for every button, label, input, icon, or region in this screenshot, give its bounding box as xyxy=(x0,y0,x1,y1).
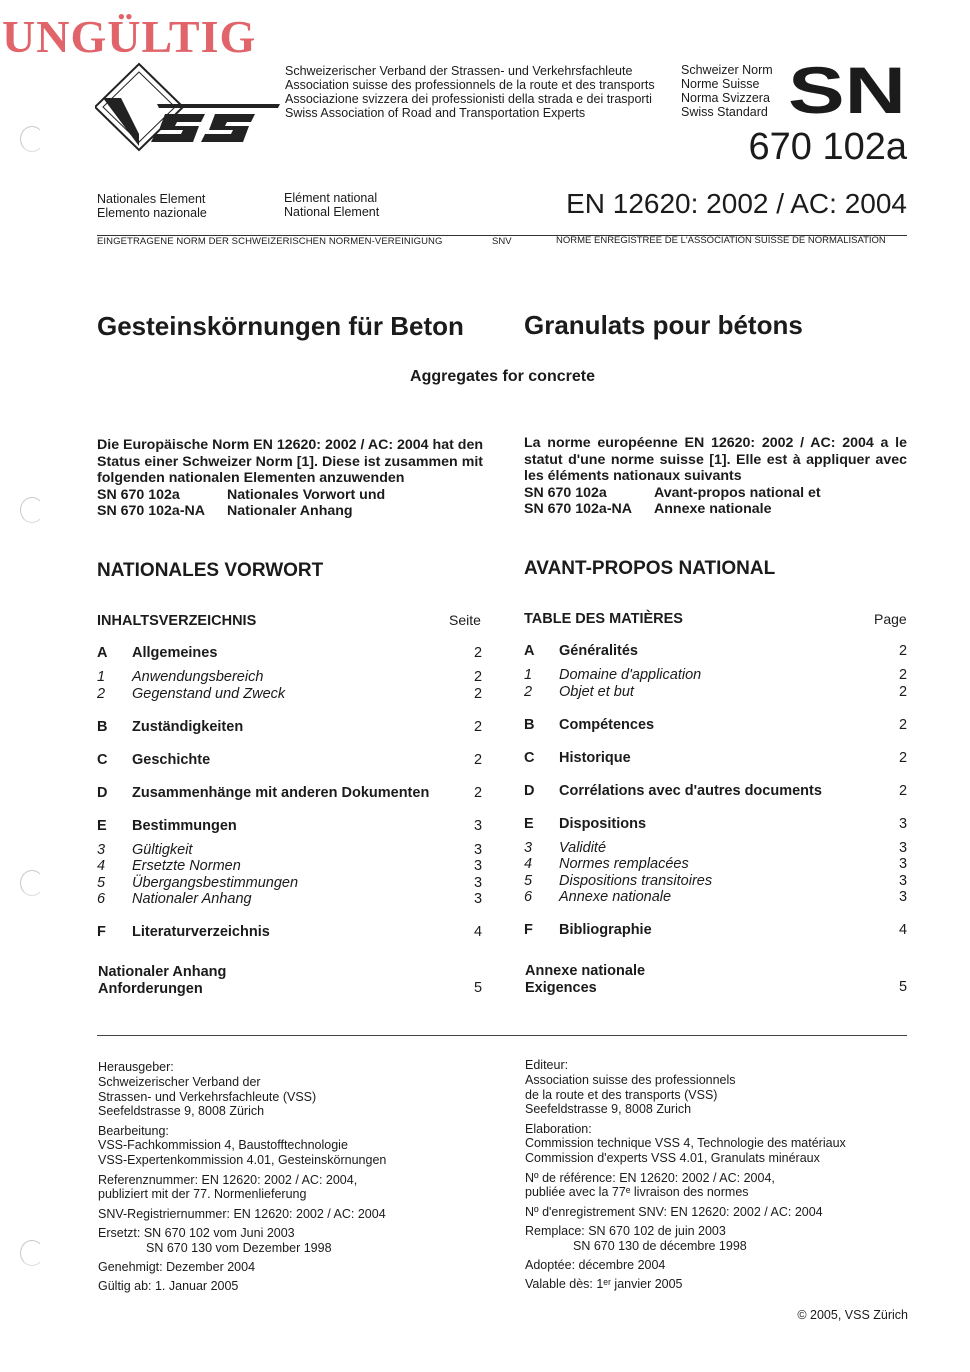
punch-hole xyxy=(20,126,44,152)
toc-entry-page: 3 xyxy=(899,889,908,905)
toc-entry xyxy=(97,842,483,859)
imprint-block xyxy=(525,1122,905,1166)
annex-label-de: Nationaler Anhang Anforderungen xyxy=(98,964,227,997)
toc-entry-title: Ersetzte Normen xyxy=(132,858,241,874)
norm-number: 670 102a xyxy=(748,126,907,168)
toc-entry-number: 6 xyxy=(97,891,106,907)
divider xyxy=(97,1035,907,1036)
imprint-line: Genehmigt: Dezember 2004 xyxy=(98,1260,256,1275)
registration-de: EINGETRAGENE NORM DER SCHWEIZERISCHEN NORMEN-VEREINIGUNG xyxy=(97,236,443,247)
imprint-fr xyxy=(525,1058,905,1297)
toc-entry-number: A xyxy=(97,645,108,661)
imprint-line: Association suisse des professionnels xyxy=(525,1072,736,1087)
toc-entry-page: 4 xyxy=(474,924,483,940)
imprint-line: Seefeldstrasse 9, 8008 Zürich xyxy=(98,1104,265,1119)
imprint-line: Referenznummer: EN 12620: 2002 / AC: 2004, xyxy=(98,1172,358,1187)
punch-hole xyxy=(20,870,44,896)
toc-entry-page: 2 xyxy=(474,751,483,768)
imprint-block xyxy=(98,1226,498,1256)
toc-entry xyxy=(524,783,908,799)
toc-entry-number: D xyxy=(524,782,535,799)
toc-entry-number: 2 xyxy=(97,685,106,702)
toc-entry-number: 1 xyxy=(524,667,533,683)
page-label-de: Seite xyxy=(449,612,481,628)
toc-entry-page: 3 xyxy=(474,858,483,874)
toc-entry-page: 2 xyxy=(899,683,908,700)
toc-entry-number: C xyxy=(524,749,535,766)
imprint-block xyxy=(98,1173,498,1203)
toc-entry xyxy=(97,719,483,735)
imprint-block xyxy=(98,1260,498,1275)
imprint-line: SN 670 130 de décembre 1998 xyxy=(573,1238,747,1253)
imprint-line: Commission d'experts VSS 4.01, Granulats minéraux xyxy=(525,1151,820,1166)
copyright: © 2005, VSS Zürich xyxy=(797,1308,908,1322)
imprint-line: Remplace: SN 670 102 de juin 2003 xyxy=(525,1223,726,1238)
toc-entry-page: 2 xyxy=(474,784,483,801)
imprint-block xyxy=(98,1207,498,1222)
toc-entry-page: 2 xyxy=(474,645,483,661)
toc-entry xyxy=(524,667,908,684)
toc-entry xyxy=(524,684,908,701)
toc-entry xyxy=(97,924,483,940)
imprint-block xyxy=(525,1224,905,1254)
toc-entry-title: Validité xyxy=(559,839,607,856)
toc-entry-page: 2 xyxy=(899,782,908,799)
toc-entry-page: 3 xyxy=(474,874,483,891)
toc-entry-title: Généralités xyxy=(559,643,638,659)
imprint-block xyxy=(525,1258,905,1273)
toc-entry-number: 6 xyxy=(524,889,533,905)
imprint-line: VSS-Fachkommission 4, Baustofftechnologie xyxy=(98,1138,348,1153)
en-reference: EN 12620: 2002 / AC: 2004 xyxy=(566,188,907,219)
toc-entry-title: Übergangsbestimmungen xyxy=(132,874,299,891)
annex-page-de: 5 xyxy=(474,980,483,996)
title-de: Gesteinskörnungen für Beton xyxy=(97,311,464,341)
national-element-de: Nationales Element Elemento nazionale xyxy=(97,192,207,220)
toc-entry-page: 2 xyxy=(474,718,483,735)
toc-entry-number: D xyxy=(97,784,108,801)
national-element-fr: Elément national National Element xyxy=(284,191,380,219)
registration-snv: SNV xyxy=(492,236,512,247)
toc-entry-title: Nationaler Anhang xyxy=(132,891,252,907)
sn-logo-icon xyxy=(788,60,908,116)
toc-heading-fr: TABLE DES MATIÈRES xyxy=(524,611,683,627)
annex-page-fr: 5 xyxy=(899,979,908,995)
toc-entry-page: 2 xyxy=(899,749,908,766)
imprint-line: publiée avec la 77ᵉ livraison des normes xyxy=(525,1185,749,1200)
toc-entry-title: Objet et but xyxy=(559,683,634,700)
toc-entry-title: Zuständigkeiten xyxy=(132,718,244,735)
imprint-line: Nº d'enregistrement SNV: EN 12620: 2002 / AC: 2004 xyxy=(525,1204,823,1219)
imprint-line: Nº de référence: EN 12620: 2002 / AC: 2004, xyxy=(525,1170,775,1185)
toc-entry xyxy=(524,856,908,873)
toc-entry-title: Compétences xyxy=(559,716,655,733)
toc-entry xyxy=(97,752,483,768)
toc-entry-title: Geschichte xyxy=(132,751,211,768)
toc-entry xyxy=(524,643,908,659)
imprint-block xyxy=(525,1277,905,1292)
toc-entry-title: Zusammenhänge mit anderen Dokumenten xyxy=(132,784,430,801)
toc-entry-page: 2 xyxy=(474,685,483,702)
toc-entry-number: 3 xyxy=(524,839,533,856)
foreword-heading-fr: AVANT-PROPOS NATIONAL xyxy=(524,558,776,579)
toc-entry-title: Gültigkeit xyxy=(132,841,193,858)
toc-entry xyxy=(97,645,483,661)
imprint-line: Herausgeber: xyxy=(98,1060,174,1074)
toc-entry xyxy=(97,669,483,686)
toc-entry-title: Dispositions transitoires xyxy=(559,872,713,889)
imprint-block xyxy=(98,1279,498,1294)
toc-entry-page: 2 xyxy=(899,643,908,659)
page-label-fr: Page xyxy=(874,611,907,627)
toc-entry xyxy=(97,891,483,908)
imprint-line: Ersetzt: SN 670 102 vom Juni 2003 xyxy=(98,1225,295,1240)
imprint-line: Editeur: xyxy=(525,1058,569,1072)
toc-entry-title: Literaturverzeichnis xyxy=(132,924,270,940)
toc-entry xyxy=(524,889,908,906)
imprint-line: Adoptée: décembre 2004 xyxy=(525,1258,666,1273)
intro-de: Die Europäische Norm EN 12620: 2002 / AC: 2004 hat den Status einer Schweizer Norm [1]. Diese ist zusammen mit folgenden nationalen Elementen anzuwenden SN 670 102a Nationales Vorwort und SN 670 102a-NA Nationaler Anhang xyxy=(97,437,483,519)
toc-entry-title: Annexe nationale xyxy=(559,889,672,905)
title-en: Aggregates for concrete xyxy=(410,368,595,385)
sn-logo-text: SN xyxy=(788,60,906,116)
imprint-line: Strassen- und Verkehrsfachleute (VSS) xyxy=(98,1089,317,1104)
toc-entry-page: 3 xyxy=(474,891,483,907)
toc-entry-number: F xyxy=(97,924,106,940)
imprint-line: SNV-Registriernummer: EN 12620: 2002 / AC: 2004 xyxy=(98,1206,386,1221)
toc-entry-number: 1 xyxy=(97,669,106,685)
imprint-line: VSS-Expertenkommission 4.01, Gesteinskörnungen xyxy=(98,1153,387,1168)
toc-entry-title: Historique xyxy=(559,749,631,766)
toc-entry-number: B xyxy=(524,716,535,733)
toc-entry-number: E xyxy=(97,817,107,834)
imprint-line: Bearbeitung: xyxy=(98,1123,169,1138)
imprint-line: Seefeldstrasse 9, 8008 Zurich xyxy=(525,1102,692,1117)
intro-text: Die Europäische Norm EN 12620: 2002 / AC: 2004 hat den Status einer Schweizer Norm [1]. Diese ist zusammen mit folgenden nationalen Elementen anzuwenden xyxy=(97,437,483,486)
intro-fr: La norme européenne EN 12620: 2002 / AC: 2004 a le statut d'une norme suisse [1]. Elle est à appliquer avec les éléments nationaux suivants SN 670 102a Avant-propos national et SN 670 102a-NA Annexe nationale xyxy=(524,435,907,517)
toc-entry xyxy=(97,858,483,875)
imprint-block xyxy=(98,1124,498,1168)
toc-entry xyxy=(97,818,483,834)
imprint-line: Schweizerischer Verband der xyxy=(98,1074,261,1089)
imprint-line: Commission technique VSS 4, Technologie des matériaux xyxy=(525,1136,846,1151)
toc-entry-page: 3 xyxy=(474,817,483,834)
imprint-block xyxy=(525,1171,905,1201)
toc-entry-page: 2 xyxy=(899,716,908,733)
toc-entry xyxy=(524,717,908,733)
vss-logo-icon xyxy=(95,62,280,152)
imprint-line: publiziert mit der 77. Normenlieferung xyxy=(98,1187,307,1202)
toc-entry-page: 3 xyxy=(474,841,483,858)
toc-entry-page: 3 xyxy=(899,815,908,832)
toc-entry-number: 4 xyxy=(524,856,533,872)
toc-entry-title: Corrélations avec d'autres documents xyxy=(559,782,822,799)
toc-heading-de: INHALTSVERZEICHNIS xyxy=(97,613,257,629)
toc-entry-number: 2 xyxy=(524,683,533,700)
toc-entry-title: Dispositions xyxy=(559,815,647,832)
annex-label-fr: Annexe nationale Exigences xyxy=(525,963,646,996)
imprint-block xyxy=(98,1060,498,1119)
standard-type-names: Schweizer Norm Norme Suisse Norma Svizzera Swiss Standard xyxy=(681,63,773,119)
toc-entry-page: 2 xyxy=(899,667,908,683)
toc-entry-number: 5 xyxy=(97,874,106,891)
toc-entry-page: 2 xyxy=(474,669,483,685)
toc-entry-number: A xyxy=(524,643,535,659)
imprint-line: SN 670 130 vom Dezember 1998 xyxy=(146,1240,332,1255)
imprint-line: de la route et des transports (VSS) xyxy=(525,1087,718,1102)
imprint-block xyxy=(525,1058,905,1117)
imprint-line: Gültig ab: 1. Januar 2005 xyxy=(98,1279,239,1294)
toc-entry xyxy=(524,840,908,857)
toc-entry-title: Allgemeines xyxy=(132,645,218,661)
toc-entry-title: Gegenstand und Zweck xyxy=(132,685,286,702)
intro-text: La norme européenne EN 12620: 2002 / AC: 2004 a le statut d'une norme suisse [1]. Elle est à appliquer avec les éléments nationaux suivants xyxy=(524,435,907,484)
toc-entry-page: 3 xyxy=(899,856,908,872)
imprint-line: Valable dès: 1ᵉʳ janvier 2005 xyxy=(525,1277,683,1292)
toc-entry-number: 3 xyxy=(97,841,106,858)
toc-entry-page: 3 xyxy=(899,872,908,889)
toc-entry xyxy=(97,686,483,703)
toc-entry-page: 4 xyxy=(899,922,908,938)
toc-entry-title: Anwendungsbereich xyxy=(132,669,264,685)
punch-hole xyxy=(20,1240,44,1266)
toc-entry-title: Normes remplacées xyxy=(559,856,689,872)
registration-fr: NORME ENREGISTREE DE L'ASSOCIATION SUISSE DE NORMALISATION xyxy=(556,235,886,246)
toc-entry xyxy=(524,922,908,938)
toc-entry-number: F xyxy=(524,922,533,938)
toc-entry xyxy=(97,785,483,801)
toc-entry-number: 5 xyxy=(524,872,533,889)
toc-entry-number: C xyxy=(97,751,108,768)
imprint-block xyxy=(525,1205,905,1220)
toc-entry xyxy=(97,875,483,892)
toc-entry-number: B xyxy=(97,718,108,735)
toc-entry xyxy=(524,816,908,832)
toc-entry xyxy=(524,873,908,890)
toc-entry-number: E xyxy=(524,815,534,832)
foreword-heading-de: NATIONALES VORWORT xyxy=(97,560,324,581)
toc-entry-page: 3 xyxy=(899,839,908,856)
association-names: Schweizerischer Verband der Strassen- und Verkehrsfachleute Association suisse des professionnels de la route et des transports Associazione svizzera dei professionisti della strada e dei trasporti Swiss Association of Road and Transportation Experts xyxy=(285,64,655,120)
toc-entry-title: Bestimmungen xyxy=(132,817,237,834)
toc-entry-title: Domaine d'application xyxy=(559,667,702,683)
toc-entry-number: 4 xyxy=(97,858,106,874)
imprint-de xyxy=(98,1060,498,1299)
toc-entry xyxy=(524,750,908,766)
invalid-stamp: UNGÜLTIG xyxy=(2,11,257,62)
imprint-line: Elaboration: xyxy=(525,1121,592,1136)
title-fr: Granulats pour bétons xyxy=(524,310,803,340)
punch-hole xyxy=(20,497,44,523)
toc-entry-title: Bibliographie xyxy=(559,922,652,938)
